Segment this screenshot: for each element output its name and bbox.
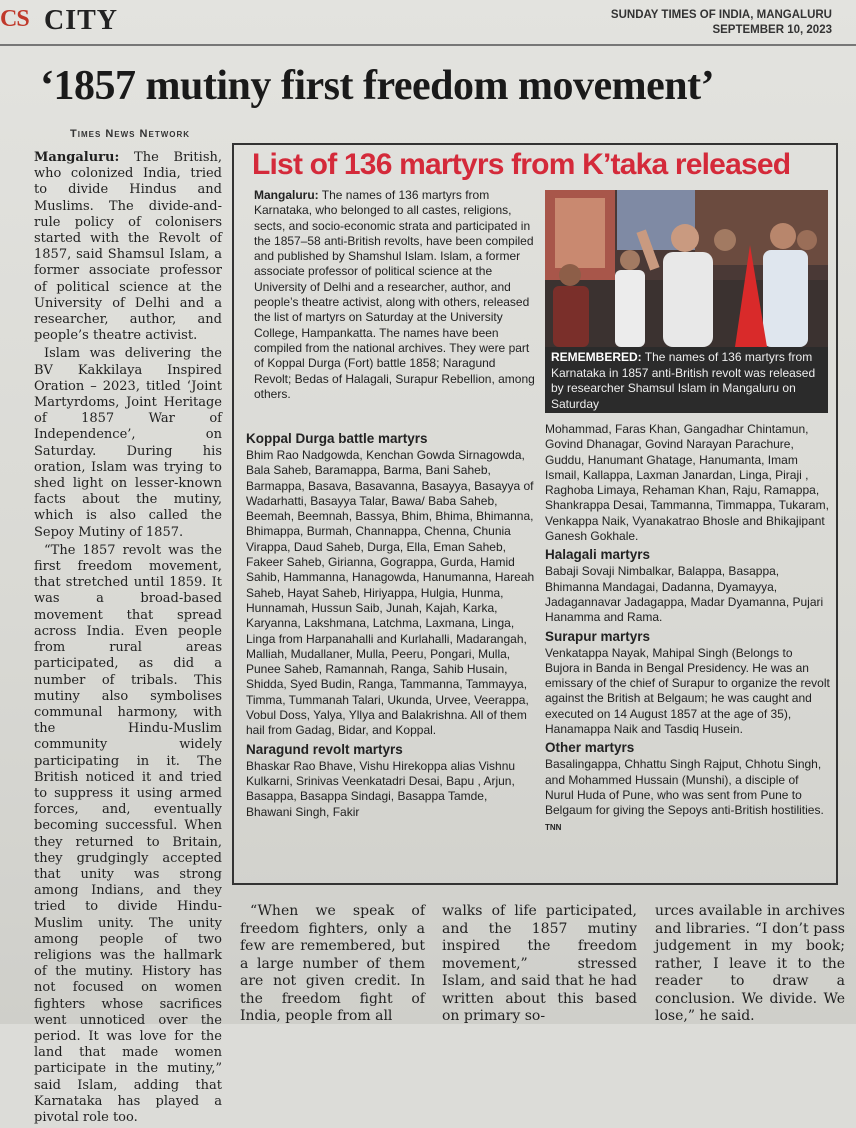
caption-text: The names of 136 martyrs from Karnataka in 1857 anti-British revolt was released by researcher Shamsul Islam in Mangaluru on Saturday <box>551 350 816 411</box>
article-bottom-column-3: urces available in archives and libraries. “I don’t pass judgement in my book; rather, I leave it to the reader to draw a conclusion. We divide. We lose,” he said. <box>655 903 845 1024</box>
other-list: Basalingappa, Chhattu Singh Rajput, Chhotu Singh, and Mohammed Hussain (Munshi), a disciple of Nurul Huda of Pune, who was sent from Pune to Belgaum for giving the Sepoys anti-British hostilities. TNN <box>545 757 824 832</box>
event-photo-illustration <box>545 190 828 347</box>
caption-label: REMEMBERED: <box>551 350 642 364</box>
article-left-column <box>34 150 222 1128</box>
surapur-subhead: Surapur martyrs <box>545 628 651 644</box>
article-headline: ‘1857 mutiny first freedom movement’ <box>40 63 715 109</box>
article-bottom-column-1: “When we speak of freedom fighters, only a few are remembered, but a large number of them are not given credit. In the freedom fight of India, people from all <box>240 903 425 1024</box>
event-photo <box>545 190 828 347</box>
halagali-subhead: Halagali martyrs <box>545 547 651 563</box>
surapur-list: Venkatappa Nayak, Mahipal Singh (Belongs to Bujora in Banda in Bengal Presidency. He was an emissary of the chief of Surapur to organize the revolt against the British at Belgaum; he was caught and executed on 14 August 1857 at the age of 35), Hanamappa Naik and Tasdiq Husein. <box>545 645 830 737</box>
paper-name: SUNDAY TIMES OF INDIA, MANGALURU <box>610 9 832 21</box>
article-paragraph: Islam was delivering the BV Kakkilaya Inspired Oration – 2023, titled ‘Joint Martyrdoms, Joint Heritage of 1857 War of Independence’, on Saturday. During his oration, Islam was trying to shed light on lesser-known facts about the mutiny, which is also called the Sepoy Mutiny of 1857. <box>34 346 222 540</box>
photo-caption <box>545 347 828 413</box>
article-byline: Times News Network <box>70 128 191 140</box>
article-bottom-column-2: walks of life participated, and the 1857 mutiny inspired the freedom movement,” stressed Islam, and said that he had written about this based on primary so- <box>442 903 637 1024</box>
box-dateline: Mangaluru: <box>254 188 319 202</box>
koppal-subhead: Koppal Durga battle martyrs <box>246 431 428 446</box>
article-paragraph: “The 1857 revolt was the first freedom movement, that stretched until 1859. It was a broad-based movement that spread across India. Even people from rural areas participated, as did a number of tribals. This mutiny also symbolises communal harmony, with the Hindu-Muslim community widely participating in it. The British noticed it and tried to suppress it using armed forces, and, eventually becoming successful. When they returned to Britain, they grudgingly accepted that unity was strong among Indians, and they tried to divide Hindu-Muslim unity. The unity among people of two religions was the hallmark of the mutiny. History has not focused on women fighters whose sacrifices went unnoticed over the period. It was love for the land that made women participate in the mutiny,” said Islam, adding that Karnataka has played a pivotal role too. <box>34 542 222 1125</box>
article-paragraph: Mangaluru: The British, who colonized India, tried to divide Hindus and Muslims. The divide-and-rule policy of colonisers started with the Revolt of 1857, said Shamsul Islam, a former associate professor of political science at the University of Delhi and a researcher, author, and people’s theatre activist. <box>34 150 222 344</box>
box-right-column <box>545 422 830 835</box>
paper-date: SEPTEMBER 10, 2023 <box>712 24 832 36</box>
credit-tag: TNN <box>545 822 562 832</box>
naragund-subhead: Naragund revolt martyrs <box>246 741 403 757</box>
halagali-list: Babaji Sovaji Nimbalkar, Balappa, Basappa, Bhimanna Mandagai, Dadanna, Dyamayya, Jadagannavar Jadagappa, Madar Dyamanna, Pujari Hanamma and Rama. <box>545 564 824 625</box>
naragund-list: Bhaskar Rao Bhave, Vishu Hirekoppa alias Vishnu Kulkarni, Srinivas Veenkatadri Desai, Bapu , Arjun, Basappa, Basappa Sindagi, Basappa Tamde, Bhawani Singh, Fakir <box>246 758 516 819</box>
other-subhead: Other martyrs <box>545 740 635 756</box>
koppal-list: Bhim Rao Nadgowda, Kenchan Gowda Sirnagowda, Bala Saheb, Baramappa, Barma, Bani Saheb, Barmappa, Basava, Basavanna, Basayya, Basayya of Wadarhatti, Basayya Talar, Bawa/ Baba Saheb, Beemah, Beemnah, Bassya, Bhim, Bhima, Bhimanna, Bhimappa, Burmah, Channappa, Chenna, Chunia Virappa, Daud Saheb, Durga, Ella, Eman Saheb, Fakeer Saheb, Girianna, Gograppa, Gurda, Hamid Sahib, Hammanna, Hanagowda, Hanumanna, Hareah Saheb, Hayat Saheb, Hiriyappa, Hulgia, Hunma, Hunnamah, Hussun Saib, Junah, Kajah, Karka, Karyanna, Lakshmana, Latchma, Laxmana, Linga, Linga from Harpanahalli and Kurlahalli, Madarangah, Malliah, Mudallaner, Mulla, Peeru, Pongari, Mulla, Punee Saheb, Ramannah, Ranga, Sahib Husain, Shidda, Syed Budin, Ranga, Tammanna, Tammayya, Timma, Tummanah Talari, Ukunda, Urvee, Veerappa, Vobul Doss, Yalya, Yllya and Balakrishna. All of them hail from Gadag, Bidar, and Koppal. <box>246 448 535 738</box>
masthead-rule <box>0 44 856 46</box>
box-intro: Mangaluru: The names of 136 martyrs from Karnataka, who belonged to all castes, religions, sects, and socio-economic strata and participated in the 1857–58 anti-British revolts, have been compiled and published by Shamshul Islam. Islam, a former associate professor of political science at the University of Delhi and a researcher, author, and people’s theatre activist, along with others, released the list of martyrs on Saturday at the University College, Hampankatta. The names have been compiled from the national archives. They were part of Koppal Durga (Fort) battle 1858; Naragund Revolt; Bedas of Halagali, Surapur Rebellion, among others. <box>254 188 535 401</box>
section-prefix: CS <box>0 6 29 32</box>
box-headline: List of 136 martyrs from K’taka released <box>252 148 791 181</box>
article-dateline: Mangaluru: <box>34 150 120 165</box>
section-name: CITY <box>44 5 119 36</box>
naragund-list-continued: Mohammad, Faras Khan, Gangadhar Chintamun, Govind Dhanagar, Govind Narayan Parachure, Guddu, Hanumant Ghatage, Hanumanta, Imam Ismail, Kallappa, Laxman Janardan, Linga, Piraji , Raghoba Limaya, Rehaman Khan, Raju, Ramappa, Shankrappa Desai, Tammanna, Timmappa, Tukaram, Venkappa Naik, Vyanakatrao Bhosle and Bhikajipant Ganesh Gokhale. <box>545 422 829 544</box>
paper-dateline <box>611 8 832 38</box>
box-left-column <box>246 428 536 820</box>
